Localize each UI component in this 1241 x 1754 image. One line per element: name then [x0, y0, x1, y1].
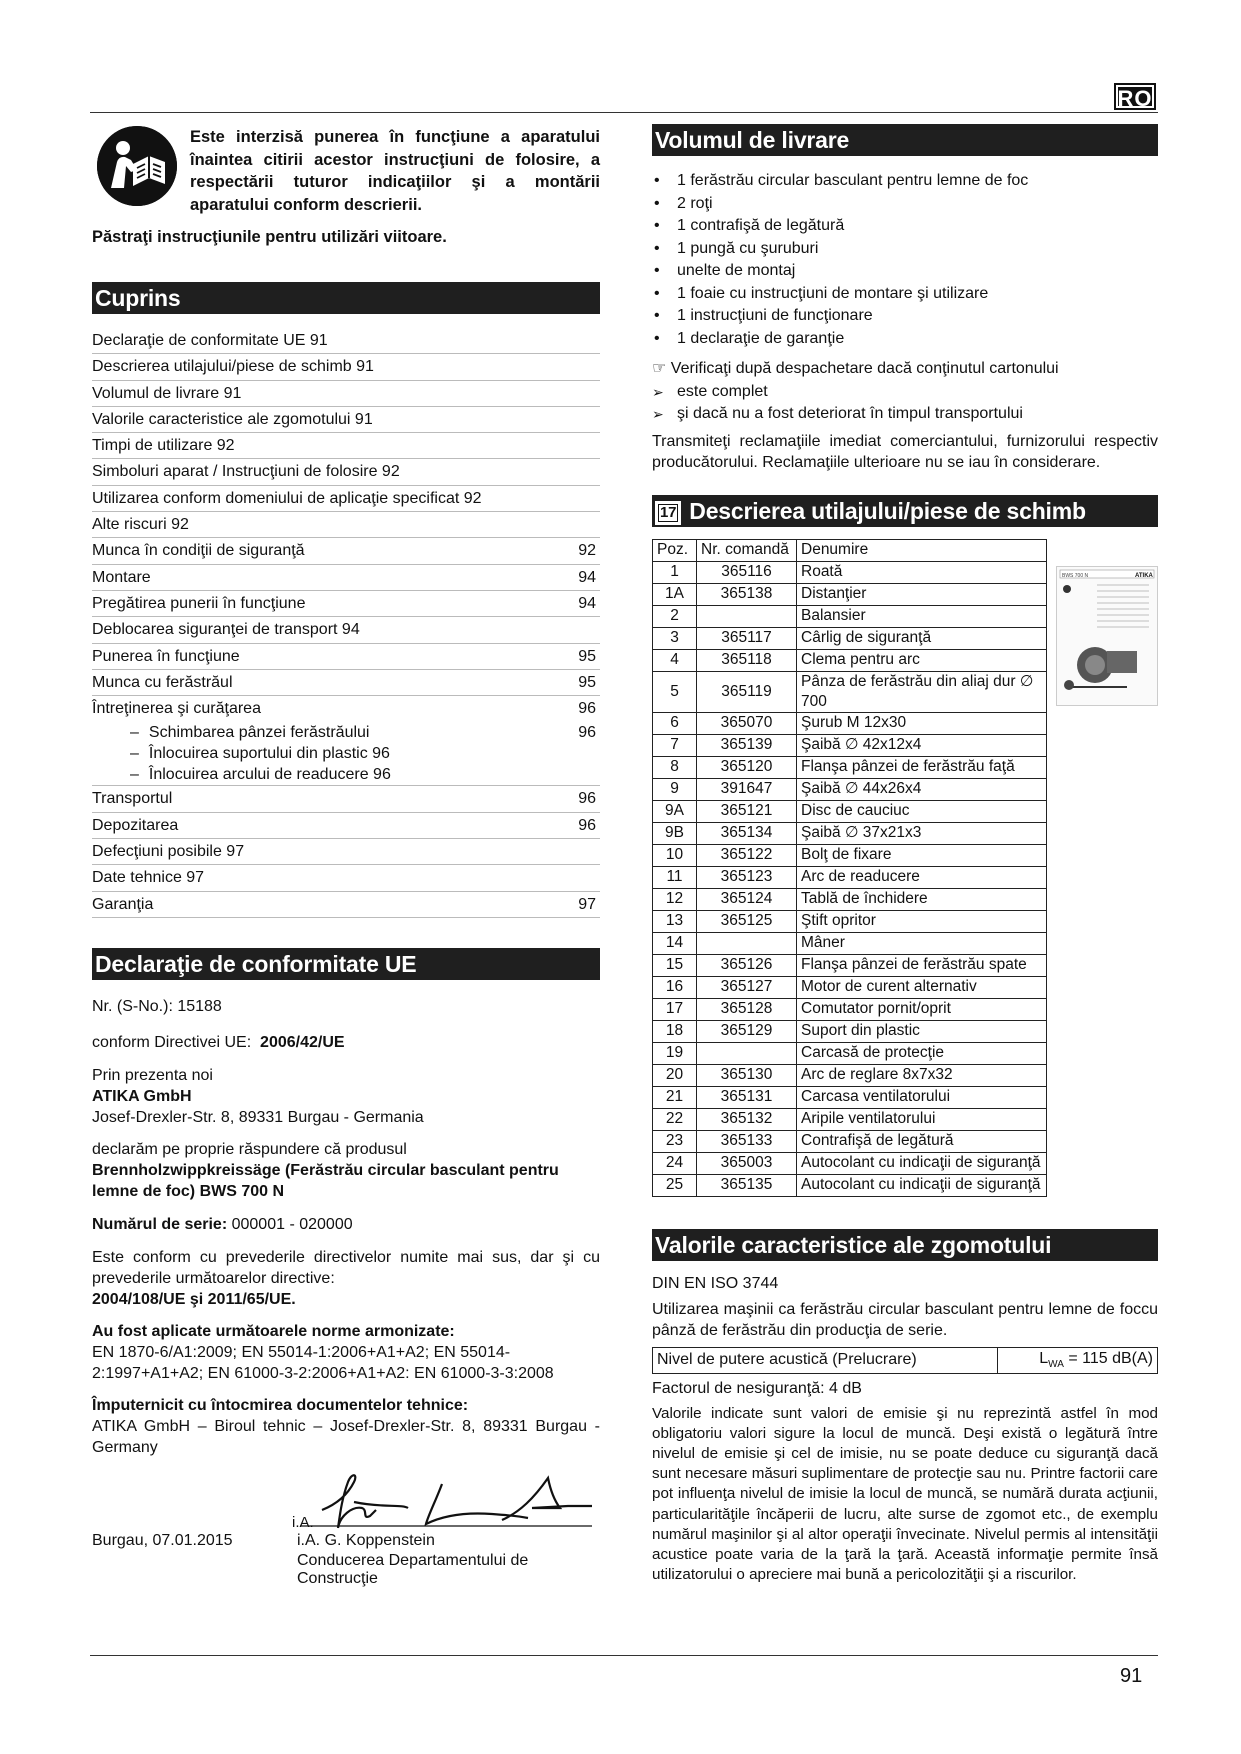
toc-item-page: 96: [578, 700, 596, 718]
cell-pos: 21: [653, 1086, 697, 1108]
cell-pos: 14: [653, 932, 697, 954]
toc-item-page: [596, 617, 600, 642]
cell-part-name: Autocolant cu indicaţii de siguranţă: [797, 1152, 1047, 1174]
toc-item-label: Pregătirea punerii în funcţiune: [92, 594, 306, 612]
cell-order-number: 365139: [697, 734, 797, 756]
table-row: [653, 671, 1047, 712]
table-row: [653, 1064, 1047, 1086]
table-row: [653, 1020, 1047, 1042]
declaration-company: ATIKA GmbH: [92, 1087, 192, 1105]
cell-order-number: 365118: [697, 649, 797, 671]
parts-table: [652, 539, 1047, 1197]
toc-item-maintenance[interactable]: [92, 696, 600, 722]
cell-pos: 8: [653, 756, 697, 778]
series-value: 000001 - 020000: [231, 1215, 353, 1233]
declaration-norms: EN 1870-6/A1:2009; EN 55014-1:2006+A1+A2; EN 55014-2:1997+A1+A2; EN 61000-3-2:2006+A1+A2: EN 61000-3-3:2008: [92, 1343, 554, 1382]
declaration-conform-directives: 2004/108/UE şi 2011/65/UE.: [92, 1290, 296, 1308]
cell-pos: 17: [653, 998, 697, 1020]
parts-table-header: [653, 539, 1047, 561]
toc-item-page: 96: [578, 790, 596, 808]
noise-heading: Valorile caracteristice ale zgomotului: [652, 1229, 1158, 1261]
cell-order-number: [697, 932, 797, 954]
col-header-pos: Poz.: [653, 539, 697, 561]
cell-part-name: Mâner: [797, 932, 1047, 954]
toc-item-label: Depozitarea: [92, 816, 179, 834]
toc-item-page: [596, 839, 600, 864]
cell-part-name: Carcasa ventilatorului: [797, 1086, 1047, 1108]
table-row: [653, 976, 1047, 998]
toc-item[interactable]: [92, 565, 600, 591]
cell-part-name: Ştift opritor: [797, 910, 1047, 932]
toc-item-label: Alte riscuri 92: [92, 516, 189, 534]
cell-part-name: Pânza de ferăstrău din aliaj dur ∅ 700: [797, 671, 1047, 712]
noise-note: Valorile indicate sunt valori de emisie şi nu reprezintă astfel în mod obligatoriu valori sigure la locul de muncă. Deşi există o legătură între nivelul de emisie şi cel de imisie, nu se poate deduce cu siguranţă dacă sunt necesare măsuri suplimentare de protecţie sau nu. Printre factorii care pot influenţa nivelul de imisie la locul de muncă, se numără durata acţiunii, particularităţile încăperii de lucru, alte surse de zgomot etc., de exemplu numărul maşinilor şi al altor operaţii învecinate. Nivelul permis al intensităţii acustice poate varia de la ţară la ţară. Această informaţie permite însă utilizatorului o apreciere mai bună a pericolozităţii şi a riscurilor.: [652, 1404, 1158, 1584]
toc-item[interactable]: [92, 512, 600, 538]
toc-item[interactable]: [92, 459, 600, 485]
toc-item-page: [596, 459, 600, 484]
signature-graphic: [292, 1464, 602, 1532]
pointing-hand-icon: ☞: [652, 360, 667, 377]
cell-part-name: Motor de curent alternativ: [797, 976, 1047, 998]
lwa-value: = 115 dB(A): [1063, 1349, 1153, 1367]
cell-order-number: 365129: [697, 1020, 797, 1042]
toc-item-label: Defecţiuni posibile 97: [92, 843, 245, 861]
toc-item[interactable]: [92, 865, 600, 891]
toc-item-page: 96: [578, 724, 596, 742]
cell-part-name: Carcasă de protecţie: [797, 1042, 1047, 1064]
thumb-model: BWS 700 N: [1062, 573, 1089, 579]
toc-item-page: [596, 865, 600, 890]
toc-item-page: [596, 486, 600, 511]
toc-item-page: [596, 381, 600, 406]
toc-item[interactable]: [92, 538, 600, 564]
toc-item-label: Declaraţie de conformitate UE 91: [92, 332, 328, 349]
check-list-item-text: şi dacă nu a fost deteriorat în timpul transportului: [677, 405, 1023, 422]
cell-pos: 6: [653, 712, 697, 734]
table-row: [653, 998, 1047, 1020]
table-row: [653, 734, 1047, 756]
toc-item[interactable]: [92, 722, 600, 743]
delivery-list-item: • 1 foaie cu instrucţiuni de montare şi utilizare: [652, 283, 1158, 306]
cell-order-number: 365125: [697, 910, 797, 932]
cell-order-number: 365134: [697, 822, 797, 844]
cell-order-number: 365131: [697, 1086, 797, 1108]
check-note-text: Verificaţi după despachetare dacă conţinutul cartonului: [670, 360, 1059, 377]
arrow-bullet-icon: ➢: [652, 406, 664, 422]
directive-value: 2006/42/UE: [260, 1033, 345, 1051]
cell-part-name: Cârlig de siguranţă: [797, 627, 1047, 649]
cell-order-number: 365128: [697, 998, 797, 1020]
table-row: [653, 866, 1047, 888]
cell-pos: 10: [653, 844, 697, 866]
toc-dash: –: [130, 724, 139, 742]
declaration-address: Josef-Drexler-Str. 8, 89331 Burgau - Germania: [92, 1108, 424, 1126]
toc-item-label: Înlocuirea suportului din plastic 96: [148, 745, 390, 763]
cell-part-name: Suport din plastic: [797, 1020, 1047, 1042]
table-row: [653, 1174, 1047, 1196]
cell-pos: 16: [653, 976, 697, 998]
bottom-rule: [90, 1655, 1158, 1656]
table-row: [653, 778, 1047, 800]
warning-block: [92, 124, 600, 228]
lwa-subscript: WA: [1048, 1359, 1064, 1371]
cell-pos: 23: [653, 1130, 697, 1152]
cell-order-number: 365132: [697, 1108, 797, 1130]
table-row: [653, 1086, 1047, 1108]
toc-item-page: [596, 433, 600, 458]
declaration-norms-label: Au fost aplicate următoarele norme armonizate:: [92, 1322, 455, 1340]
cell-pos: 7: [653, 734, 697, 756]
toc-item[interactable]: [92, 354, 600, 380]
claims-text: Transmiteţi reclamaţiile imediat comerciantului, furnizorului respectiv producătorului. Reclamaţiile ulterioare nu se iau în considerare.: [652, 432, 1158, 471]
toc-item-page: [596, 743, 600, 764]
cell-part-name: Tablă de închidere: [797, 888, 1047, 910]
table-row: [653, 888, 1047, 910]
cell-part-name: Arc de readucere: [797, 866, 1047, 888]
cell-order-number: 365133: [697, 1130, 797, 1152]
cell-pos: 11: [653, 866, 697, 888]
language-badge: RO: [1114, 83, 1156, 110]
toc-item[interactable]: [92, 617, 600, 643]
declaration-conform-text: Este conform cu prevederile directivelor numite mai sus, dar şi cu prevederile următoarelor directive:: [92, 1248, 600, 1287]
cell-order-number: 365138: [697, 583, 797, 605]
noise-level-row: [653, 1347, 1158, 1373]
delivery-list-item: • 1 declaraţie de garanţie: [652, 328, 1158, 351]
cell-pos: 18: [653, 1020, 697, 1042]
signature-ia: i.A.: [292, 1513, 314, 1531]
toc-item[interactable]: [92, 764, 600, 785]
toc-item[interactable]: [92, 591, 600, 617]
table-row: [653, 561, 1047, 583]
cell-pos: 15: [653, 954, 697, 976]
toc-item-label: Simboluri aparat / Instrucţiuni de folosire 92: [92, 463, 400, 481]
toc-item-label: Înlocuirea arcului de readucere 96: [148, 766, 391, 784]
declaration-section: [92, 996, 600, 1587]
toc-item-page: 92: [578, 542, 596, 560]
toc-item-label: Schimbarea pânzei ferăstrăului: [148, 724, 370, 742]
delivery-heading: Volumul de livrare: [652, 124, 1158, 156]
toc-item-page: 94: [578, 594, 596, 612]
check-list-item: [652, 381, 1158, 404]
toc-heading: Cuprins: [92, 282, 600, 314]
cell-order-number: 365124: [697, 888, 797, 910]
noise-standard: DIN EN ISO 3744: [652, 1274, 779, 1292]
table-row: [653, 583, 1047, 605]
toc-item[interactable]: [92, 786, 600, 812]
cell-part-name: Balansier: [797, 605, 1047, 627]
delivery-list-item: • 1 instrucţiuni de funcţionare: [652, 305, 1158, 328]
toc-item-page: [596, 407, 600, 432]
check-note: [652, 358, 1158, 381]
cell-order-number: 365127: [697, 976, 797, 998]
cell-pos: 22: [653, 1108, 697, 1130]
cell-part-name: Roată: [797, 561, 1047, 583]
table-row: [653, 756, 1047, 778]
toc-item-label: Punerea în funcţiune: [92, 647, 240, 665]
toc-item-page: 97: [578, 895, 596, 913]
left-column: [92, 124, 600, 1587]
signer-name: i.A. G. Koppenstein: [297, 1531, 435, 1549]
declaration-serial: Nr. (S-No.): 15188: [92, 997, 222, 1015]
cell-order-number: 365119: [697, 671, 797, 712]
top-rule: [90, 112, 1158, 113]
cell-order-number: 365121: [697, 800, 797, 822]
check-list-item-text: este complet: [677, 382, 768, 400]
table-row: [653, 627, 1047, 649]
toc-item[interactable]: [92, 644, 600, 670]
toc-item[interactable]: [92, 407, 600, 433]
toc-item[interactable]: [92, 813, 600, 839]
table-row: [653, 605, 1047, 627]
figure-number-badge: 17: [655, 501, 681, 525]
noise-level-label: Nivel de putere acustică (Prelucrare): [653, 1347, 998, 1373]
table-row: [653, 712, 1047, 734]
toc-item[interactable]: [92, 743, 600, 764]
cell-part-name: Şaibă ∅ 44x26x4: [797, 778, 1047, 800]
cell-order-number: [697, 605, 797, 627]
toc-item-label: Volumul de livrare 91: [92, 384, 242, 402]
toc-item[interactable]: [92, 486, 600, 512]
delivery-list-item: • 1 contrafişă de legătură: [652, 215, 1158, 238]
cell-pos: 1: [653, 561, 697, 583]
thumb-brand: ATIKA: [1135, 573, 1153, 579]
toc-item[interactable]: [92, 433, 600, 459]
toc-item[interactable]: [92, 839, 600, 865]
table-row: [653, 649, 1047, 671]
toc-item-label: Întreţinerea şi curăţarea: [92, 700, 261, 718]
cell-order-number: 365126: [697, 954, 797, 976]
declaration-directive: [92, 1032, 600, 1053]
table-row: [653, 1108, 1047, 1130]
cell-pos: 3: [653, 627, 697, 649]
delivery-list-item: • 2 roţi: [652, 193, 1158, 216]
cell-part-name: Flanşa pânzei de ferăstrău spate: [797, 954, 1047, 976]
delivery-list-item: • unelte de montaj: [652, 260, 1158, 283]
toc-item-page: [596, 764, 600, 785]
check-list-item: [652, 403, 1158, 426]
toc-item-label: Transportul: [92, 790, 173, 808]
cell-part-name: Şurub M 12x30: [797, 712, 1047, 734]
toc-item-page: 96: [578, 816, 596, 834]
cell-pos: 1A: [653, 583, 697, 605]
toc-item[interactable]: [92, 892, 600, 918]
cell-part-name: Flanşa pânzei de ferăstrău faţă: [797, 756, 1047, 778]
toc-item[interactable]: [92, 328, 600, 354]
cell-order-number: 391647: [697, 778, 797, 800]
declaration-product: Brennholzwippkreissäge (Ferăstrău circular basculant pentru lemne de foc) BWS 700 N: [92, 1161, 559, 1200]
cell-part-name: Distanţier: [797, 583, 1047, 605]
cell-part-name: Bolţ de fixare: [797, 844, 1047, 866]
toc-item-label: Descrierea utilajului/piese de schimb 91: [92, 358, 374, 376]
keep-instructions-note: Păstraţi instrucţiunile pentru utilizări viitoare.: [92, 228, 447, 246]
cell-part-name: Şaibă ∅ 37x21x3: [797, 822, 1047, 844]
toc-item-page: 95: [578, 673, 596, 691]
cell-part-name: Contrafişă de legătură: [797, 1130, 1047, 1152]
cell-pos: 24: [653, 1152, 697, 1174]
cell-part-name: Arc de reglare 8x7x32: [797, 1064, 1047, 1086]
declaration-intro: Prin prezenta noi: [92, 1066, 213, 1084]
col-header-name: Denumire: [797, 539, 1047, 561]
table-row: [653, 1152, 1047, 1174]
toc-item[interactable]: [92, 670, 600, 696]
cell-order-number: 365120: [697, 756, 797, 778]
toc-item-label: Munca cu ferăstrăul: [92, 673, 233, 691]
table-of-contents: [92, 328, 600, 918]
toc-item-label: Timpi de utilizare 92: [92, 437, 235, 455]
safety-factor: Factorul de nesiguranţă: 4 dB: [652, 1379, 862, 1397]
table-row: [653, 800, 1047, 822]
cell-order-number: 365122: [697, 844, 797, 866]
table-row: [653, 910, 1047, 932]
cell-order-number: 365116: [697, 561, 797, 583]
parts-title: Descrierea utilajului/piese de schimb: [689, 497, 1086, 524]
toc-dash: –: [130, 766, 139, 784]
place-date: Burgau, 07.01.2015: [92, 1531, 233, 1549]
cell-pos: 13: [653, 910, 697, 932]
cell-pos: 19: [653, 1042, 697, 1064]
signature-area: [92, 1464, 600, 1587]
toc-dash: –: [130, 745, 139, 763]
declaration-tech-label: Împuternicit cu întocmirea documentelor tehnice:: [92, 1396, 469, 1414]
cell-order-number: 365135: [697, 1174, 797, 1196]
toc-item-label: Valorile caracteristice ale zgomotului 91: [92, 410, 373, 428]
table-row: [653, 954, 1047, 976]
toc-item-label: Utilizarea conform domeniului de aplicaţie specificat 92: [92, 489, 482, 507]
cell-part-name: Disc de cauciuc: [797, 800, 1047, 822]
cell-pos: 20: [653, 1064, 697, 1086]
arrow-bullet-icon: ➢: [652, 383, 664, 400]
cell-pos: 2: [653, 605, 697, 627]
toc-item-label: Montare: [92, 568, 151, 586]
toc-item-page: [596, 328, 600, 353]
toc-item-page: [596, 512, 600, 537]
cell-part-name: Clema pentru arc: [797, 649, 1047, 671]
delivery-list: [652, 170, 1158, 350]
signer-role: Conducerea Departamentului de Construcţie: [297, 1551, 529, 1587]
table-row: [653, 1130, 1047, 1152]
cell-pos: 4: [653, 649, 697, 671]
col-header-order: Nr. comandă: [697, 539, 797, 561]
toc-item-page: 95: [578, 647, 596, 665]
cell-order-number: [697, 1042, 797, 1064]
noise-level-table: [652, 1347, 1158, 1374]
cell-order-number: 365070: [697, 712, 797, 734]
toc-item-page: 94: [578, 568, 596, 586]
toc-item[interactable]: [92, 381, 600, 407]
series-label: Numărul de serie:: [92, 1215, 228, 1233]
cell-part-name: Comutator pornit/oprit: [797, 998, 1047, 1020]
read-manual-icon: [97, 126, 177, 206]
declaration-heading: Declaraţie de conformitate UE: [92, 948, 600, 980]
table-row: [653, 932, 1047, 954]
cell-pos: 5: [653, 671, 697, 712]
cell-pos: 25: [653, 1174, 697, 1196]
cell-pos: 9B: [653, 822, 697, 844]
directive-prefix: conform Directivei UE:: [92, 1033, 252, 1051]
exploded-view-thumbnail: [1056, 566, 1158, 706]
declaration-series: [92, 1214, 600, 1235]
cell-pos: 12: [653, 888, 697, 910]
delivery-list-item: • 1 pungă cu şuruburi: [652, 238, 1158, 261]
cell-order-number: 365123: [697, 866, 797, 888]
lwa-symbol: L: [1039, 1349, 1049, 1367]
parts-heading: [652, 495, 1158, 527]
warning-text: Este interzisă punerea în funcţiune a aparatului înaintea citirii acestor instrucţiuni de folosire, a respectării tuturor indicaţiilor şi a montării aparatului conform descrierii.: [190, 128, 600, 214]
cell-order-number: 365130: [697, 1064, 797, 1086]
cell-pos: 9: [653, 778, 697, 800]
declaration-statement: declarăm pe proprie răspundere că produsul: [92, 1140, 407, 1158]
cell-part-name: Şaibă ∅ 42x12x4: [797, 734, 1047, 756]
declaration-tech-text: ATIKA GmbH – Biroul tehnic – Josef-Drexler-Str. 8, 89331 Burgau - Germany: [92, 1417, 600, 1456]
cell-part-name: Autocolant cu indicaţii de siguranţă: [797, 1174, 1047, 1196]
table-row: [653, 1042, 1047, 1064]
toc-item-label: Munca în condiţii de siguranţă: [92, 542, 305, 560]
toc-item-label: Date tehnice 97: [92, 869, 205, 887]
cell-pos: 9A: [653, 800, 697, 822]
toc-item-label: Garanţia: [92, 895, 154, 913]
cell-order-number: 365117: [697, 627, 797, 649]
page-number: 91: [1120, 1665, 1143, 1687]
right-column: [652, 124, 1158, 1585]
noise-level-value: [998, 1347, 1158, 1373]
cell-part-name: Aripile ventilatorului: [797, 1108, 1047, 1130]
noise-usage: Utilizarea maşinii ca ferăstrău circular basculant pentru lemne de foccu pânză de ferăstrău din producţia de serie.: [652, 1300, 1158, 1339]
table-row: [653, 844, 1047, 866]
delivery-list-item: • 1 ferăstrău circular basculant pentru lemne de foc: [652, 170, 1158, 193]
toc-item-label: Deblocarea siguranţei de transport 94: [92, 621, 360, 639]
toc-item-page: [596, 354, 600, 379]
cell-order-number: 365003: [697, 1152, 797, 1174]
table-row: [653, 822, 1047, 844]
